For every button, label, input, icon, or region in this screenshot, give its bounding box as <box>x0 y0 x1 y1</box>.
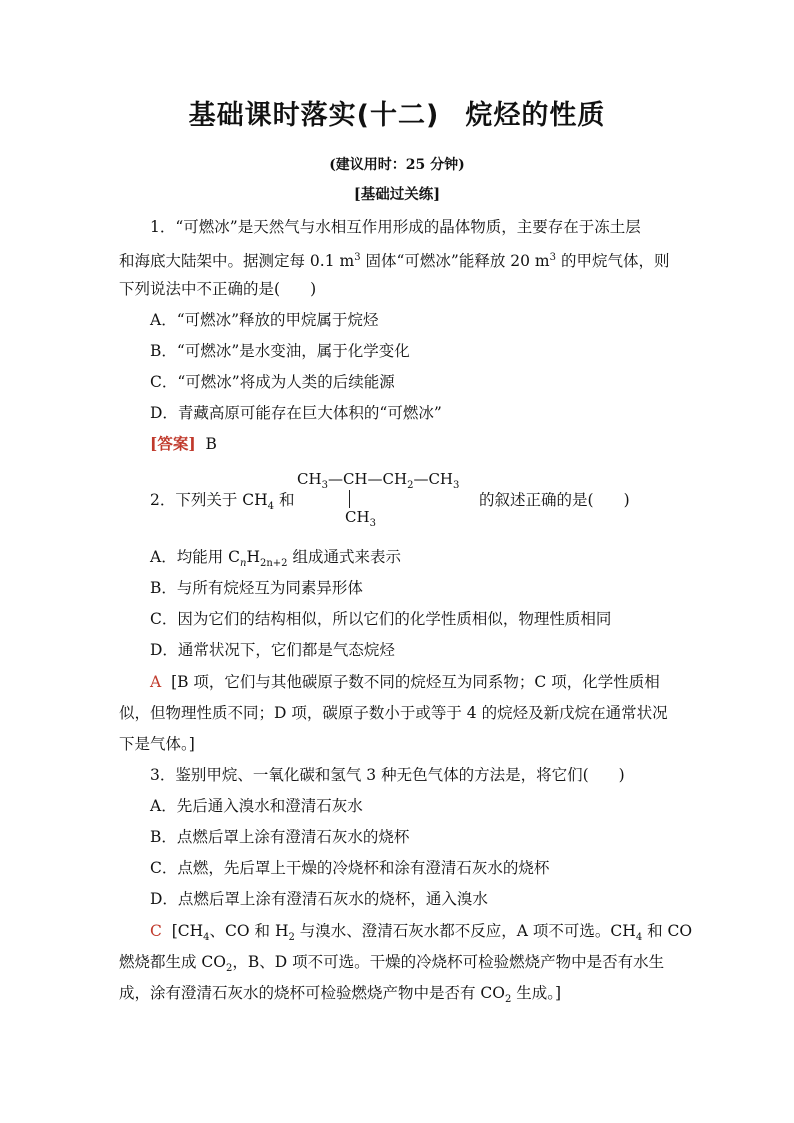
q3-option-a: A．先后通入溴水和澄清石灰水 <box>150 797 363 815</box>
q1-option-b: B．“可燃冰”是水变油，属于化学变化 <box>150 342 410 360</box>
q2-answer: A <box>150 673 162 691</box>
q1-answer <box>150 434 217 454</box>
page-title <box>0 93 794 132</box>
q2-option-a: A．均能用 $C_nH_{2n+2}$ 组成通式来表示 <box>150 548 401 570</box>
formula-main-chain: $CH_3—CH—CH_2—CH_3$ <box>297 470 460 491</box>
answer-label: [答案] <box>150 434 196 453</box>
structural-formula-2-methylbutane <box>297 470 477 540</box>
answer-value: B <box>205 435 217 453</box>
q3-answer: C <box>150 922 162 940</box>
q1-option-d: D．青藏高原可能存在巨大体积的“可燃冰” <box>150 404 442 422</box>
q3-option-c: C．点燃，先后罩上干燥的冷烧杯和涂有澄清石灰水的烧杯 <box>150 859 550 877</box>
q1-option-a: A．“可燃冰”释放的甲烷属于烷烃 <box>150 311 379 329</box>
formula-branch-methyl: $CH_3$ <box>345 508 376 529</box>
q3-option-d: D．点燃后罩上涂有澄清石灰水的烧杯，通入溴水 <box>150 890 488 908</box>
q2-option-b: B．与所有烷烃互为同素异形体 <box>150 579 363 597</box>
q2-stem-suffix: 的叙述正确的是( ) <box>479 491 630 509</box>
q1-stem-line3: 下列说法中不正确的是( ) <box>119 280 317 298</box>
q3-explanation-line3: 成，涂有澄清石灰水的烧杯可检验燃烧产物中是否有 $CO_2$ 生成。] <box>119 984 562 1006</box>
q3-option-b: B．点燃后罩上涂有澄清石灰水的烧杯 <box>150 828 410 846</box>
q1-stem-line1: 1．“可燃冰”是天然气与水相互作用形成的晶体物质，主要存在于冻土层 <box>150 218 641 236</box>
q2-option-c: C．因为它们的结构相似，所以它们的化学性质相似，物理性质相同 <box>150 610 612 628</box>
q3-explanation-line1: C [$CH_4$、CO 和 $H_2$ 与溴水、澄清石灰水都不反应，A 项不可选。$CH_4$ 和 CO <box>150 922 693 944</box>
q1-option-c: C．“可燃冰”将成为人类的后续能源 <box>150 373 395 391</box>
q2-explanation-line2: 似，但物理性质不同；D 项，碳原子数小于或等于 4 的烷烃及新戊烷在通常状况 <box>119 704 668 722</box>
title-main: 基础课时落实(十二) <box>188 100 440 131</box>
q2-stem-prefix: 2．下列关于 $CH_4$ 和 <box>150 491 295 513</box>
q2-explanation-line1: A [B 项，它们与其他碳原子数不同的烷烃互为同系物；C 项，化学性质相 <box>150 673 660 691</box>
q2-explanation-line3: 下是气体。] <box>119 735 195 753</box>
q3-explanation-line2: 燃烧都生成 $CO_2$，B、D 项不可选。干燥的冷烧杯可检验燃烧产物中是否有水生 <box>119 953 665 975</box>
q1-stem-line2: 和海底大陆架中。据测定每 0.1 $m^3$ 固体“可燃冰”能释放 20 $m^3$ 的甲烷气体，则 <box>119 252 670 271</box>
q3-stem: 3．鉴别甲烷、一氧化碳和氢气 3 种无色气体的方法是，将它们( ) <box>150 766 625 784</box>
title-topic: 烷烃的性质 <box>465 100 606 131</box>
suggested-time: (建议用时：25 分钟) <box>329 157 465 173</box>
section-heading: [基础过关练] <box>353 186 441 203</box>
q2-option-d: D．通常状况下，它们都是气态烷烃 <box>150 641 395 659</box>
formula-branch-bond <box>349 490 350 508</box>
